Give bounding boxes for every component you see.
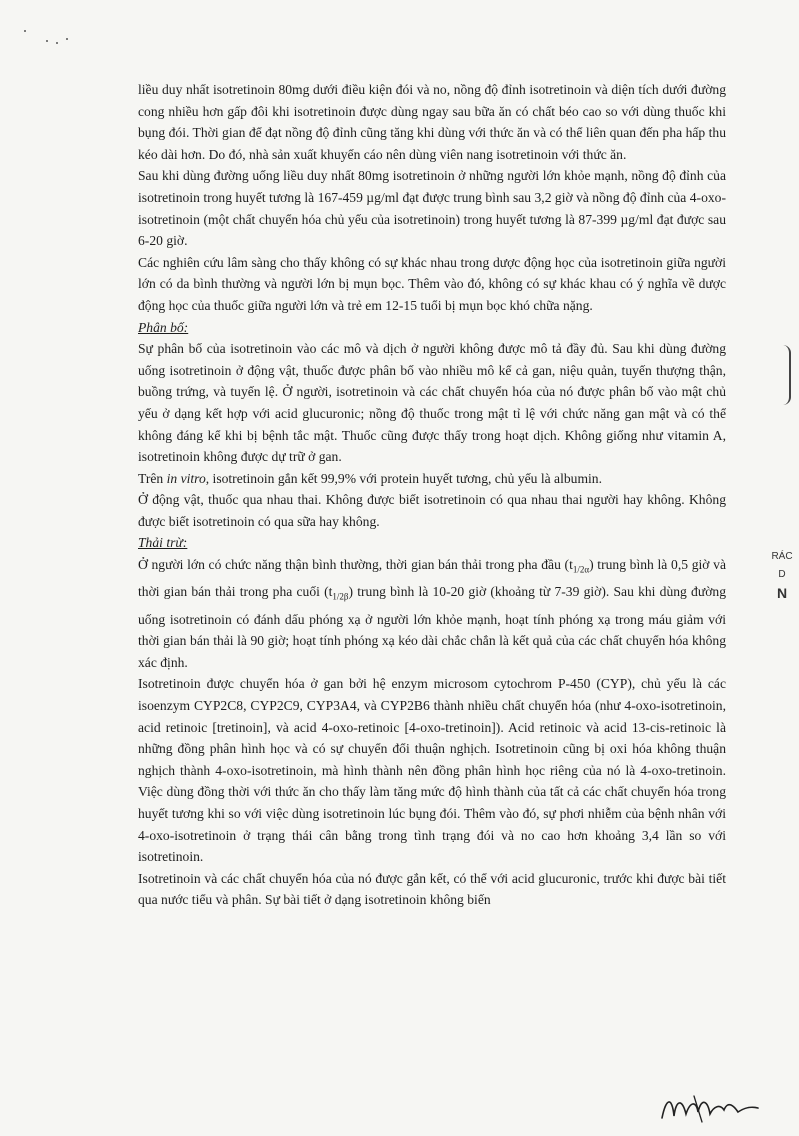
- stamp-line: N: [776, 585, 788, 601]
- paragraph-distribution: Sự phân bố của isotretinoin vào các mô và dịch ở người không được mô tả đầy đủ. Sau khi dùng đường uống isotretinoin ở động vật, thuốc được phân bố vào nhiều mô kể cả gan, niệu quản, tuyến thượng thận, buồng trứng, và tuyến lệ. Ở người, isotretinoin và các chất chuyển hóa của nó được phân bố vào mật chủ yếu ở dạng kết hợp với acid glucuronic; nồng độ thuốc trong mật tỉ lệ với chức năng gan mật và có thể không đáng kể khi bị bệnh tắc mật. Thuốc cũng được thấy trong hoạt dịch. Không giống như vitamin A, isotretinoin không được dự trữ ở gan.: [138, 341, 726, 465]
- paragraph-placenta: Ở động vật, thuốc qua nhau thai. Không được biết isotretinoin có qua nhau thai người hay không. Không được biết isotretinoin có qua sữa hay không.: [138, 492, 726, 529]
- stamp-line: RÁC: [771, 551, 793, 562]
- subscript-beta: 1/2β: [332, 592, 349, 603]
- paragraph-clinical-studies: Các nghiên cứu lâm sàng cho thấy không có sự khác nhau trong dược động học của isotretinoin giữa người lớn có da bình thường và người lớn bị mụn bọc. Thêm vào đó, không có sự khác khau có ý nghĩa về dược động học của thuốc giữa người lớn và trẻ em 12-15 tuổi bị mụn bọc khó chữa nặng.: [138, 254, 726, 313]
- text-segment: ) trung bình là 0,5 giờ và thời gian bán thải trong pha cuối (t: [138, 557, 726, 600]
- paragraph-excretion: Isotretinoin và các chất chuyển hóa của nó được gắn kết, có thể với acid glucuronic, trước khi được bài tiết qua nước tiểu và phân. Sự bài tiết ở dạng isotretinoin không biến: [138, 870, 726, 908]
- document-body: [138, 79, 726, 911]
- text-segment: Trên: [138, 470, 167, 486]
- subscript-alpha: 1/2α: [572, 564, 590, 575]
- paragraph-metabolism: Isotretinoin được chuyển hóa ở gan bởi hệ enzym microsom cytochrom P-450 (CYP), chủ yếu là các isoenzym CYP2C8, CYP2C9, CYP3A4, và CYP2B6 thành nhiều chất chuyển hóa (như 4-oxo-isotretinoin, acid retinoic [tretinoin], và acid 4-oxo-retinoic [4-oxo-tretinoin]). Acid retinoic và acid 13-cis-retinoic là những đồng phân hình học và có sự chuyển đổi thuận nghịch. Isotretinoin cũng bị oxi hóa không thuận nghịch thành 4-oxo-isotretinoin, mà hình thành nên đồng phân hình học riêng của nó là 4-oxo-tretinoin. Việc dùng đồng thời với thức ăn cho thấy làm tăng mức độ hình thành của tất cả các chất chuyển hóa trong huyết tương khi so với việc dùng isotretinoin lúc bụng đói. Thêm vào đó, sự phơi nhiễm của bệnh nhân với 4-oxo-isotretinoin ở trạng thái cân bằng trong tình trạng đói và no cao hơn khoảng 3,4 lần so với isotretinoin.: [138, 676, 726, 865]
- stamp-line: D: [778, 569, 786, 580]
- margin-bracket-mark: [783, 345, 791, 405]
- text-segment: Ở người lớn có chức năng thận bình thường, thời gian bán thải trong pha đầu (t: [138, 557, 573, 573]
- paragraph-absorption-peak: Sau khi dùng đường uống liều duy nhất 80mg isotretinoin ở những người lớn khỏe mạnh, nồng độ đỉnh của isotretinoin trong huyết tương là 167-459 µg/ml đạt được trung bình sau 3,2 giờ và nồng độ đỉnh của 4-oxo-isotretinoin (một chất chuyển hóa chủ yếu của isotretinoin) trong huyết tương là 87-399 µg/ml đạt được sau 6-20 giờ.: [138, 168, 726, 249]
- scan-marks: [22, 28, 82, 52]
- paragraph-absorption-food: liều duy nhất isotretinoin 80mg dưới điều kiện đói và no, nồng độ đỉnh isotretinoin và diện tích dưới đường cong nhiều hơn gấp đôi khi isotretinoin được dùng ngay sau bữa ăn có chất béo cao so với dùng thuốc khi bụng đói. Thời gian để đạt nồng độ đỉnh cũng tăng khi dùng với thức ăn và có thể liên quan đến pha hấp thu kéo dài hơn. Do đó, nhà sản xuất khuyến cáo nên dùng viên nang isotretinoin với thức ăn.: [138, 82, 726, 162]
- text-segment: , isotretinoin gắn kết 99,9% với protein huyết tương, chủ yếu là albumin.: [205, 470, 603, 486]
- margin-stamp: [769, 548, 795, 668]
- text-segment: ) trung bình là 10-20 giờ (khoảng từ 7-39 giờ). Sau khi dùng đường uống isotretinoin có đánh dấu phóng xạ ở người lớn khỏe mạnh, hoạt tính phóng xạ trong máu giảm với thời gian bán thải là 90 giờ; hoạt tính phóng xạ kéo dài chắc chắn là kết quả của các chất chuyển hóa không xác định.: [138, 584, 726, 670]
- heading-elimination: Thải trừ:: [138, 535, 188, 551]
- handwritten-signature: [658, 1088, 768, 1128]
- paragraph-half-life: [138, 554, 726, 673]
- in-vitro-term: in vitro: [166, 470, 206, 486]
- heading-distribution: Phân bố:: [138, 319, 189, 335]
- paragraph-protein-binding: [138, 468, 726, 490]
